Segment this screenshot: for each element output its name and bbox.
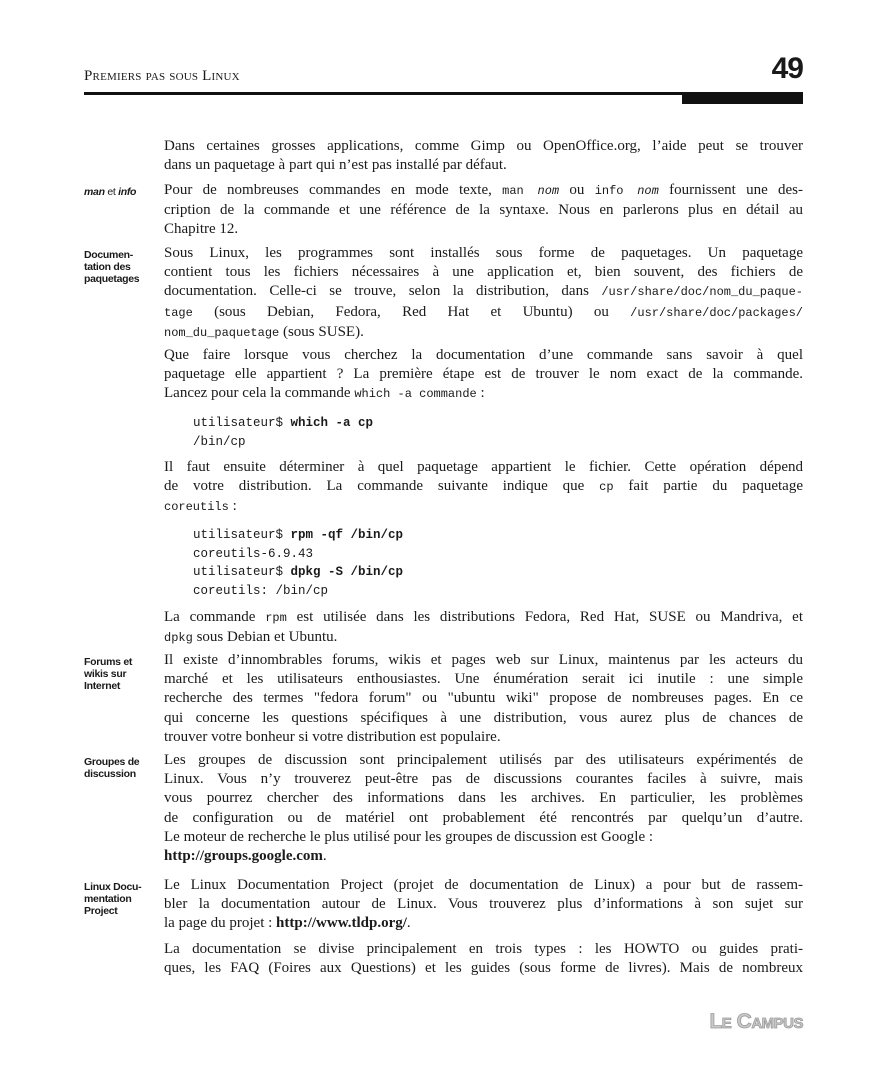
margin-note-paquetages: Documen- tation des paquetages — [84, 249, 140, 285]
paragraph-rpm: La commande rpm est utilisée dans les distributions Fedora, Red Hat, SUSE ou Mandriva, et dpkg sous Debian et Ubuntu. — [164, 609, 803, 646]
paragraph-newsgroups: Les groupes de discussion sont principalement utilisés par des utilisateurs expérimentés de Linux. Vous n’y trouverez peut-être pas de discussions courantes faciles à suivre, mais vous pourrez chercher des informations dans les archives. En particulier, les problèmes de configuration ou de matériel ont probablement été rencontrés par quelqu’un d’autre. Le moteur de recherche le plus utilisé pour les groupes de discussion est Google : http://groups.google.com. — [164, 752, 803, 865]
paragraph-doc-types: La documentation se divise principalement en trois types : les HOWTO ou guides prati- ques, les FAQ (Foires aux Questions) et les guides (sous forme de livres). Mais de nombreux — [164, 941, 803, 977]
code-block-which: utilisateur$ which -a cp /bin/cp — [193, 416, 374, 449]
margin-note-groupes: Groupes de discussion — [84, 756, 140, 780]
paragraph-man-info: Pour de nombreuses commandes en mode texte, man nom ou info nom fournissent une des- cription de la commande et une référence de la syntaxe. Nous en parlerons plus en détail au Chapitre 12. — [164, 182, 803, 238]
paragraph-ldp: Le Linux Documentation Project (projet de documentation de Linux) a pour but de rassem- bler la documentation autour de Linux. Vous trouverez plus d’informations à son sujet sur la page du projet : http://www.tldp.org/. — [164, 877, 803, 932]
page-number: 49 — [771, 52, 803, 85]
paragraph-distribution: Il faut ensuite déterminer à quel paquetage appartient le fichier. Cette opération dépend de votre distribution. La commande suivante indique que cp fait partie du paquetage coreutils : — [164, 459, 803, 515]
link-tldp[interactable]: http://www.tldp.org/ — [276, 915, 407, 932]
code-block-rpm-dpkg: utilisateur$ rpm -qf /bin/cp coreutils-6.9.43 utilisateur$ dpkg -S /bin/cp coreutils: /bin/cp — [193, 528, 404, 598]
margin-note-forums: Forums et wikis sur Internet — [84, 656, 133, 692]
paragraph-paquetages: Sous Linux, les programmes sont installés sous forme de paquetages. Un paquetage contient tous les fichiers nécessaires à une application et, bien souvent, des fichiers de documentation. Celle-ci se trouve, selon la distribution, dans /usr/share/doc/nom_du_paque- tage (sous Debian, Fedora, Red Hat et Ubuntu) ou /usr/share/doc/packages/ nom_du_paquetage (sous SUSE). — [164, 245, 803, 340]
paragraph-intro: Dans certaines grosses applications, comme Gimp ou OpenOffice.org, l’aide peut se trouver dans un paquetage à part qui n’est pas installé par défaut. — [164, 138, 803, 174]
margin-note-man-info: man et info — [84, 186, 137, 198]
header-tab — [682, 95, 803, 104]
running-header: Premiers pas sous Linux — [84, 68, 240, 84]
link-google-groups[interactable]: http://groups.google.com — [164, 848, 323, 865]
paragraph-which: Que faire lorsque vous cherchez la documentation d’une commande sans savoir à quel paquetage elle appartient ? La première étape est de trouver le nom exact de la commande. Lancez pour cela la commande which -a commande : — [164, 347, 803, 402]
margin-note-ldp: Linux Docu- mentation Project — [84, 881, 142, 917]
publisher-logo: Le Campus — [709, 1010, 803, 1033]
paragraph-forums: Il existe d’innombrables forums, wikis et pages web sur Linux, maintenus par les acteurs du marché et les utilisateurs enthousiastes. Une énumération serait ici inutile : une simple recherche des termes "fedora forum" ou "ubuntu wiki" propose de nombreuses pages. En ce qui concerne les questions spécifiques à une distribution, vous aurez plus de chances de trouver votre bonheur si votre distribution est populaire. — [164, 652, 803, 745]
